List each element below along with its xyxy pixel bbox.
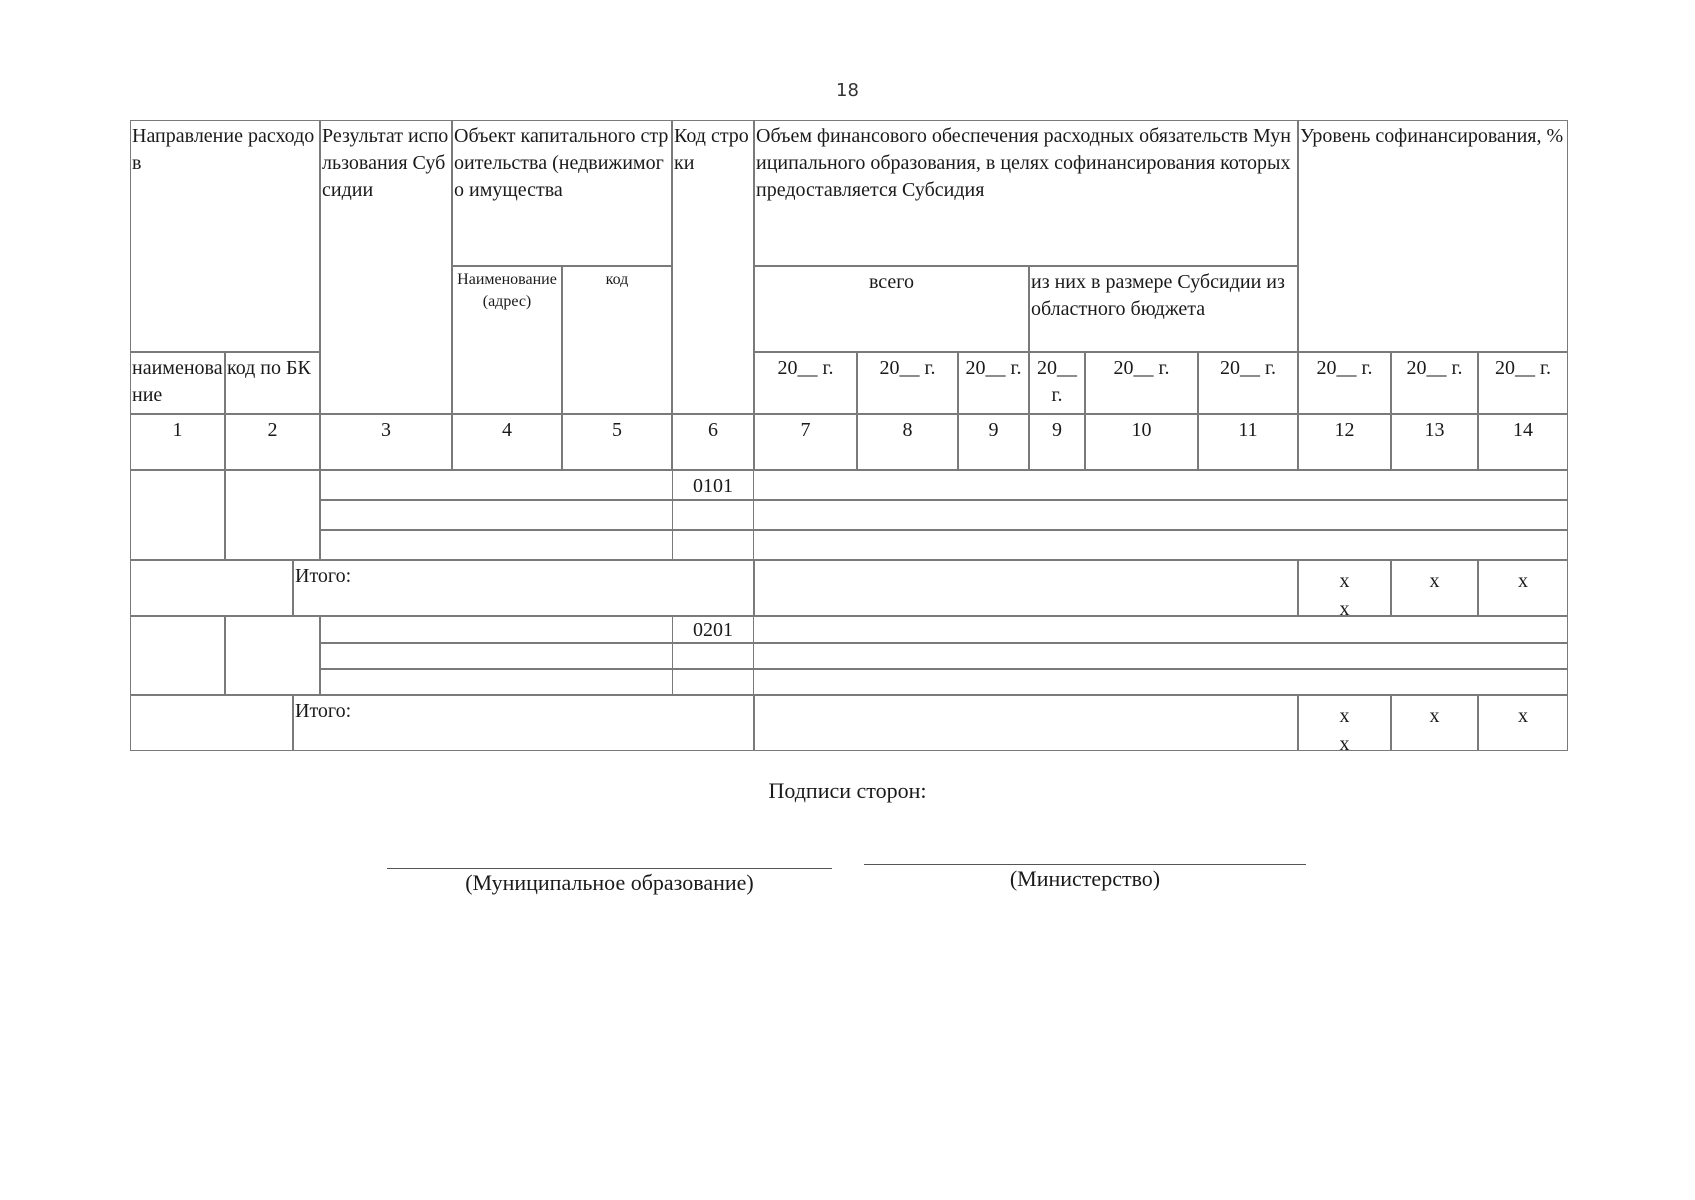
header-of-which: из них в размере Субсидии из областного бюджета xyxy=(1029,266,1298,352)
total-mark: x x xyxy=(1298,560,1391,616)
header-level: Уровень софинансирования, % xyxy=(1298,120,1568,352)
column-number: 4 xyxy=(452,414,562,470)
page-number: 18 xyxy=(836,80,859,101)
year-cell: 20__ г. xyxy=(1198,352,1298,414)
header-object-code: код xyxy=(562,266,672,414)
column-number: 5 xyxy=(562,414,672,470)
column-number: 3 xyxy=(320,414,452,470)
column-number: 1 xyxy=(130,414,225,470)
column-number: 11 xyxy=(1198,414,1298,470)
column-number: 7 xyxy=(754,414,857,470)
column-number: 14 xyxy=(1478,414,1568,470)
column-number: 6 xyxy=(672,414,754,470)
data-row xyxy=(320,643,1568,669)
row-code-cell: 0201 xyxy=(672,616,754,643)
column-number: 13 xyxy=(1391,414,1478,470)
total-mark: x xyxy=(1478,560,1568,616)
year-cell: 20__ г. xyxy=(1391,352,1478,414)
signature-label-left: (Муниципальное образование) xyxy=(465,870,754,895)
data-row xyxy=(320,530,1568,560)
header-object: Объект капитального строительства (недвижимого имущества xyxy=(452,120,672,266)
column-number: 9 xyxy=(958,414,1029,470)
column-number: 9 xyxy=(1029,414,1085,470)
signatures-title: Подписи сторон: xyxy=(768,778,927,803)
year-cell: 20__ г. xyxy=(1478,352,1568,414)
header-direction-code: код по БК xyxy=(225,352,320,414)
header-direction: Направление расходов xyxy=(130,120,320,352)
total-blank-cell xyxy=(130,560,293,616)
subsidy-table xyxy=(131,121,1569,752)
total-label: Итого: xyxy=(293,560,754,616)
data-row xyxy=(320,470,1568,500)
header-result: Результат использования Субсидии xyxy=(320,120,452,414)
data-row xyxy=(320,500,1568,530)
header-volume: Объем финансового обеспечения расходных обязательств Муниципального образования, в целях софинансирования которых предоставляется Субсидия xyxy=(754,120,1298,266)
year-cell: 20__ г. xyxy=(857,352,958,414)
header-total: всего xyxy=(754,266,1029,352)
data-cell xyxy=(672,669,754,695)
column-number: 12 xyxy=(1298,414,1391,470)
header-direction-name: наименование xyxy=(130,352,225,414)
direction-name-cell xyxy=(130,616,225,695)
direction-name-cell xyxy=(130,470,225,560)
header-row-code: Код строки xyxy=(672,120,754,414)
total-label: Итого: xyxy=(293,695,754,751)
total-mark: x xyxy=(1391,560,1478,616)
column-number: 2 xyxy=(225,414,320,470)
total-mark: x xyxy=(1478,695,1568,751)
header-object-name: Наименование (адрес) xyxy=(452,266,562,414)
data-row xyxy=(320,669,1568,695)
total-mark: x x xyxy=(1298,695,1391,751)
column-number: 8 xyxy=(857,414,958,470)
signature-line-right xyxy=(864,864,1306,865)
row-code-cell: 0101 xyxy=(672,470,754,500)
year-cell: 20__ г. xyxy=(958,352,1029,414)
signature-line-left xyxy=(387,868,832,869)
signature-label-right: (Министерство) xyxy=(1009,866,1161,891)
data-row xyxy=(320,616,1568,643)
year-cell: 20__ г. xyxy=(1029,352,1085,414)
total-mark: x xyxy=(1391,695,1478,751)
data-cell xyxy=(672,530,754,560)
direction-code-cell xyxy=(225,470,320,560)
year-cell: 20__ г. xyxy=(754,352,857,414)
data-cell xyxy=(672,643,754,669)
total-blank-cell xyxy=(130,695,293,751)
year-cell: 20__ г. xyxy=(1085,352,1198,414)
data-cell xyxy=(672,500,754,530)
column-number: 10 xyxy=(1085,414,1198,470)
direction-code-cell xyxy=(225,616,320,695)
total-values xyxy=(754,695,1298,751)
total-values xyxy=(754,560,1298,616)
year-cell: 20__ г. xyxy=(1298,352,1391,414)
